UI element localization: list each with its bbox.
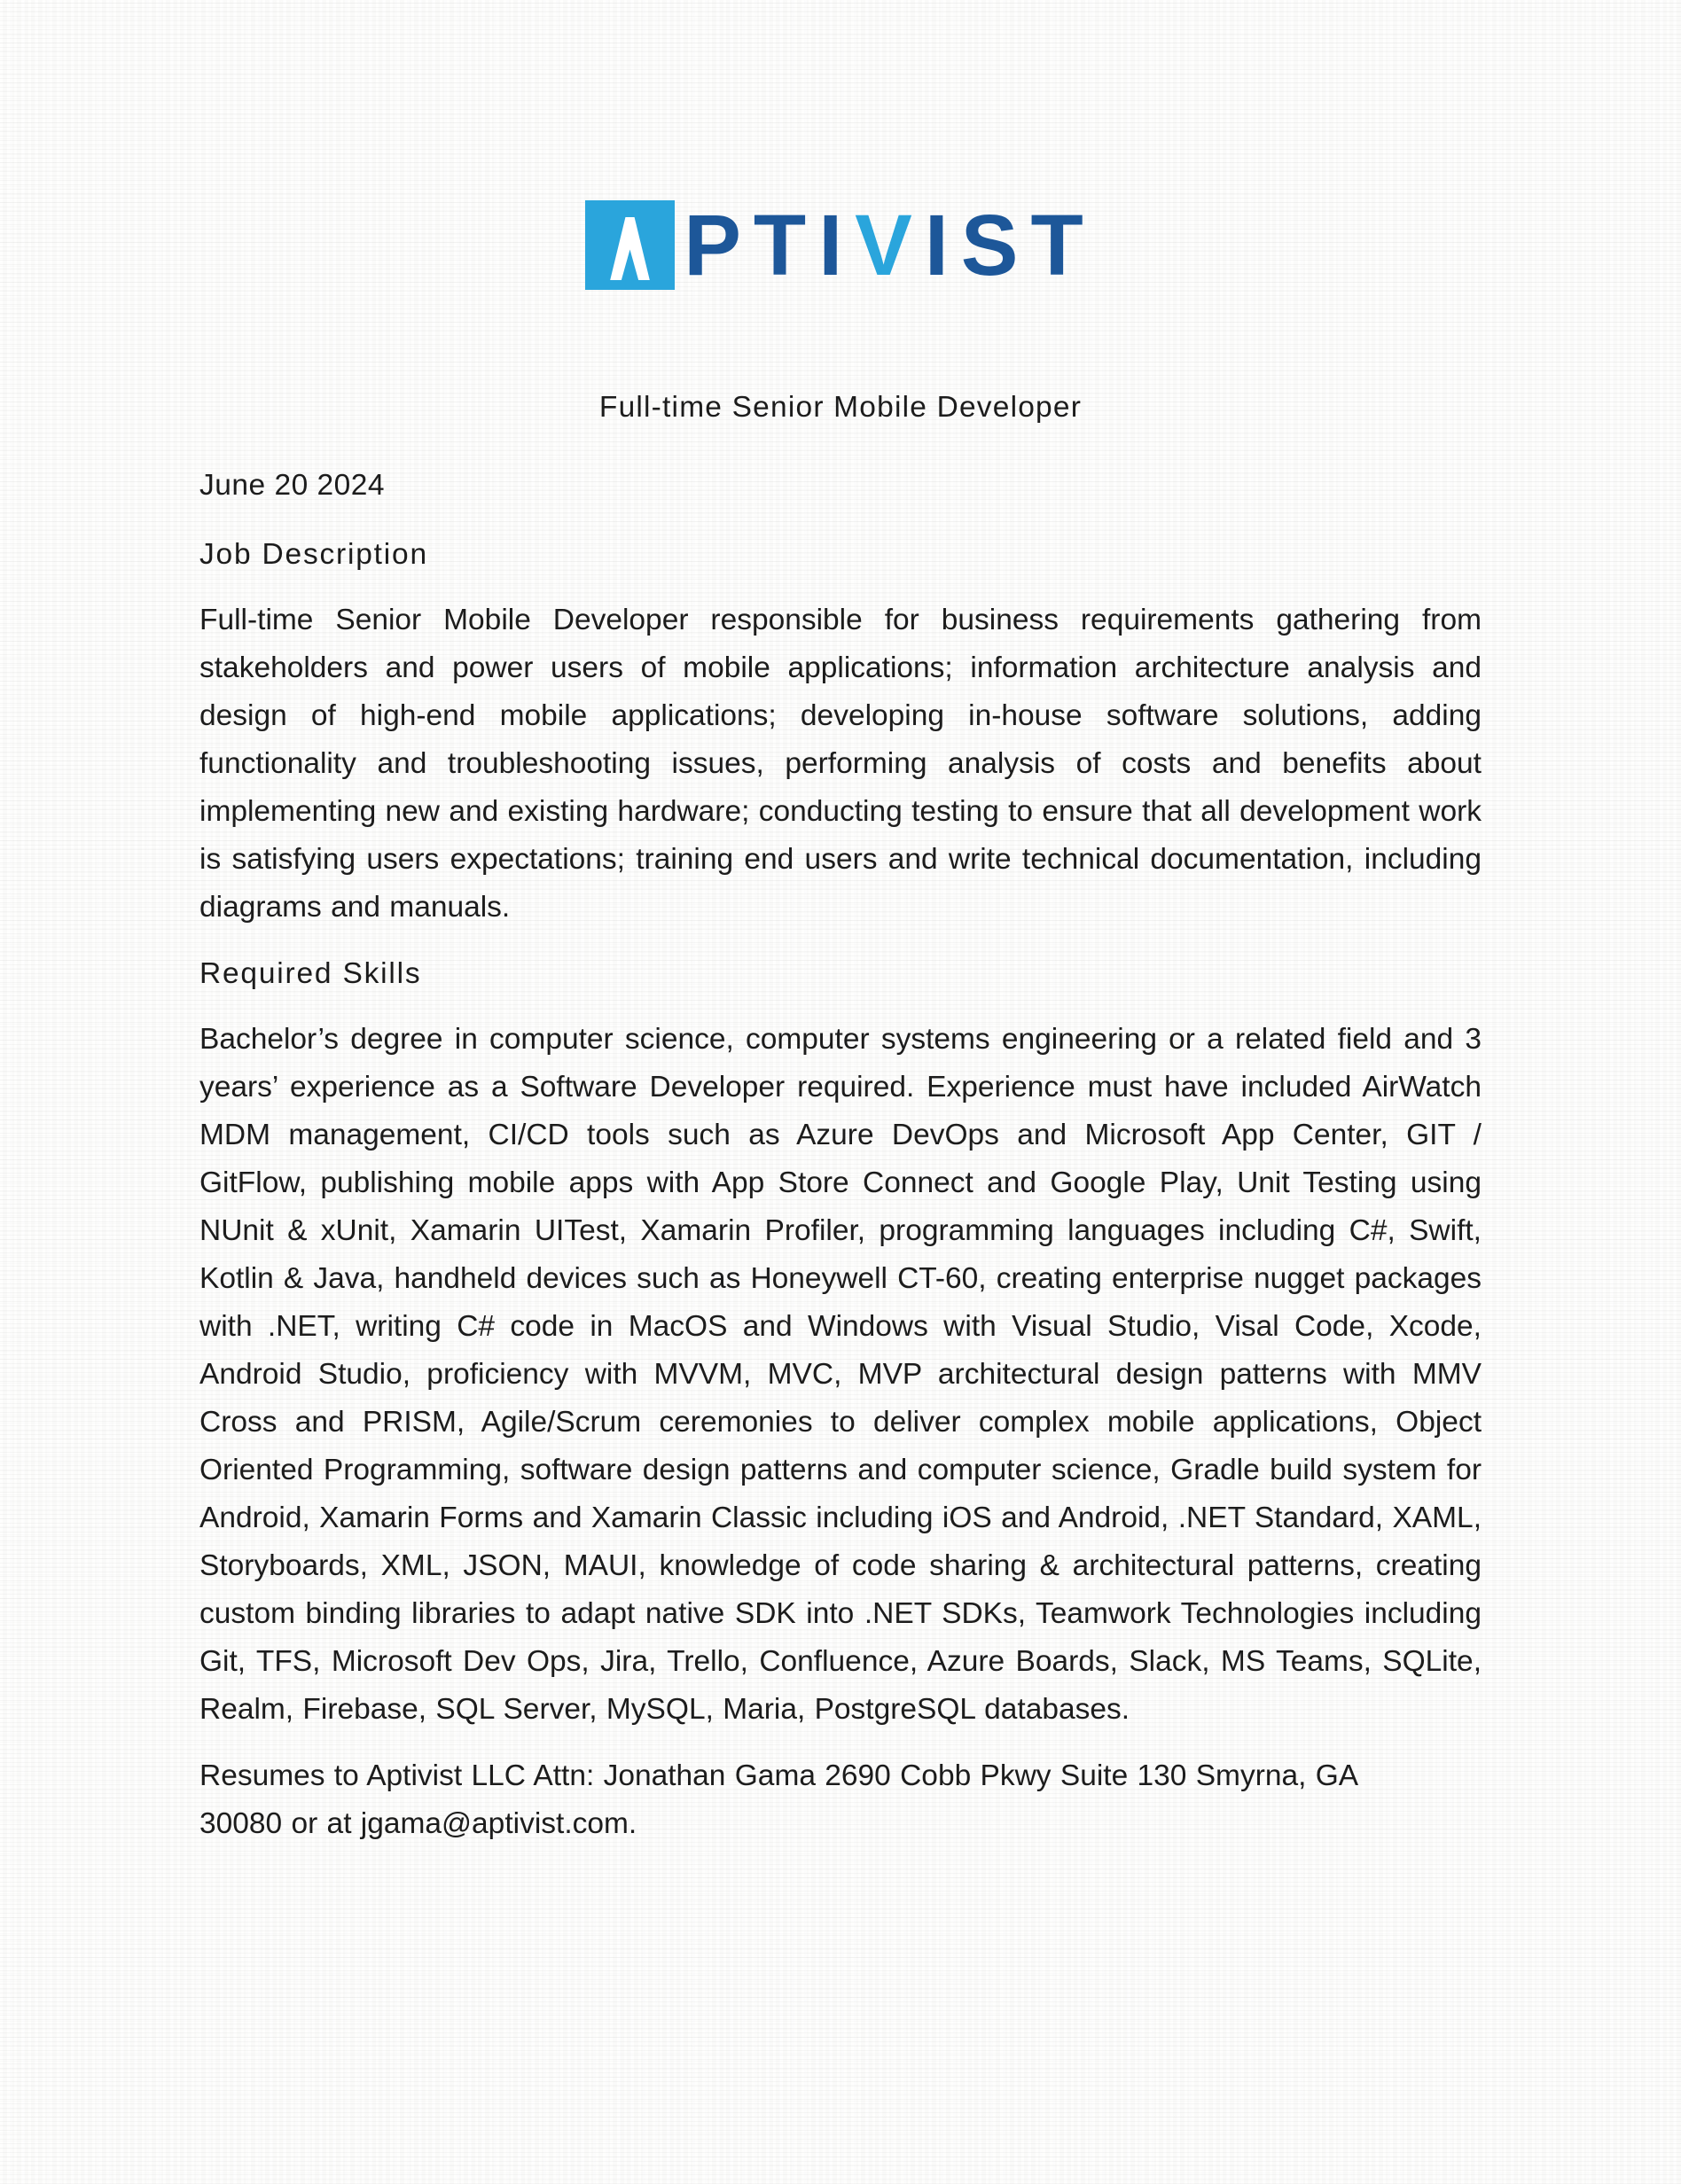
logo-wordmark xyxy=(684,197,1096,293)
document-date: June 20 2024 xyxy=(199,469,386,502)
section-heading-job-description: Job Description xyxy=(199,538,428,571)
job-description-paragraph: Full-time Senior Mobile Developer responsible for business requirements gathering from stakeholders and power users of mobile applications; information architecture analysis and design of high-end mobile applications; developing in-house software solutions, adding functionality and troubleshooting issues, performing analysis of costs and benefits about implementing new and existing hardware; conducting testing to ensure that all development work is satisfying users expectations; training end users and write technical documentation, including diagrams and manuals. xyxy=(199,604,1482,924)
logo-letter: I xyxy=(924,197,961,293)
logo-letter: P xyxy=(684,197,754,293)
closing-paragraph: Resumes to Aptivist LLC Attn: Jonathan Gama 2690 Cobb Pkwy Suite 130 Smyrna, GA 30080 or at jgama@aptivist.com. xyxy=(199,1759,1357,1840)
logo-letter: S xyxy=(960,197,1031,293)
logo-letter: T xyxy=(1030,197,1096,293)
lambda-a-icon xyxy=(603,217,657,280)
page-title: Full-time Senior Mobile Developer xyxy=(598,391,1083,424)
logo-letter: I xyxy=(818,197,856,293)
logo-letter: V xyxy=(855,197,925,293)
section-heading-required-skills: Required Skills xyxy=(199,957,422,990)
logo-a-square xyxy=(585,200,675,290)
logo-letter: T xyxy=(753,197,819,293)
required-skills-paragraph: Bachelor’s degree in computer science, computer systems engineering or a related field and 3 years’ experience as a Software Developer required. Experience must have included AirWatch MDM management, CI/CD tools such as Azure DevOps and Microsoft App Center, GIT / GitFlow, publishing mobile apps with App Store Connect and Google Play, Unit Testing using NUnit & xUnit, Xamarin UITest, Xamarin Profiler, programming languages including C#, Swift, Kotlin & Java, handheld devices such as Honeywell CT-60, creating enterprise nugget packages with .NET, writing C# code in MacOS and Windows with Visual Studio, Visal Code, Xcode, Android Studio, proficiency with MVVM, MVC, MVP architectural design patterns with MMV Cross and PRISM, Agile/Scrum ceremonies to deliver complex mobile applications, Object Oriented Programming, software design patterns and computer science, Gradle build system for Android, Xamarin Forms and Xamarin Classic including iOS and Android, .NET Standard, XAML, Storyboards, XML, JSON, MAUI, knowledge of code sharing & architectural patterns, creating custom binding libraries to adapt native SDK into .NET SDKs, Teamwork Technologies including Git, TFS, Microsoft Dev Ops, Jira, Trello, Confluence, Azure Boards, Slack, MS Teams, SQLite, Realm, Firebase, SQL Server, MySQL, Maria, PostgreSQL databases. xyxy=(199,1023,1482,1726)
aptivist-logo xyxy=(199,197,1482,293)
